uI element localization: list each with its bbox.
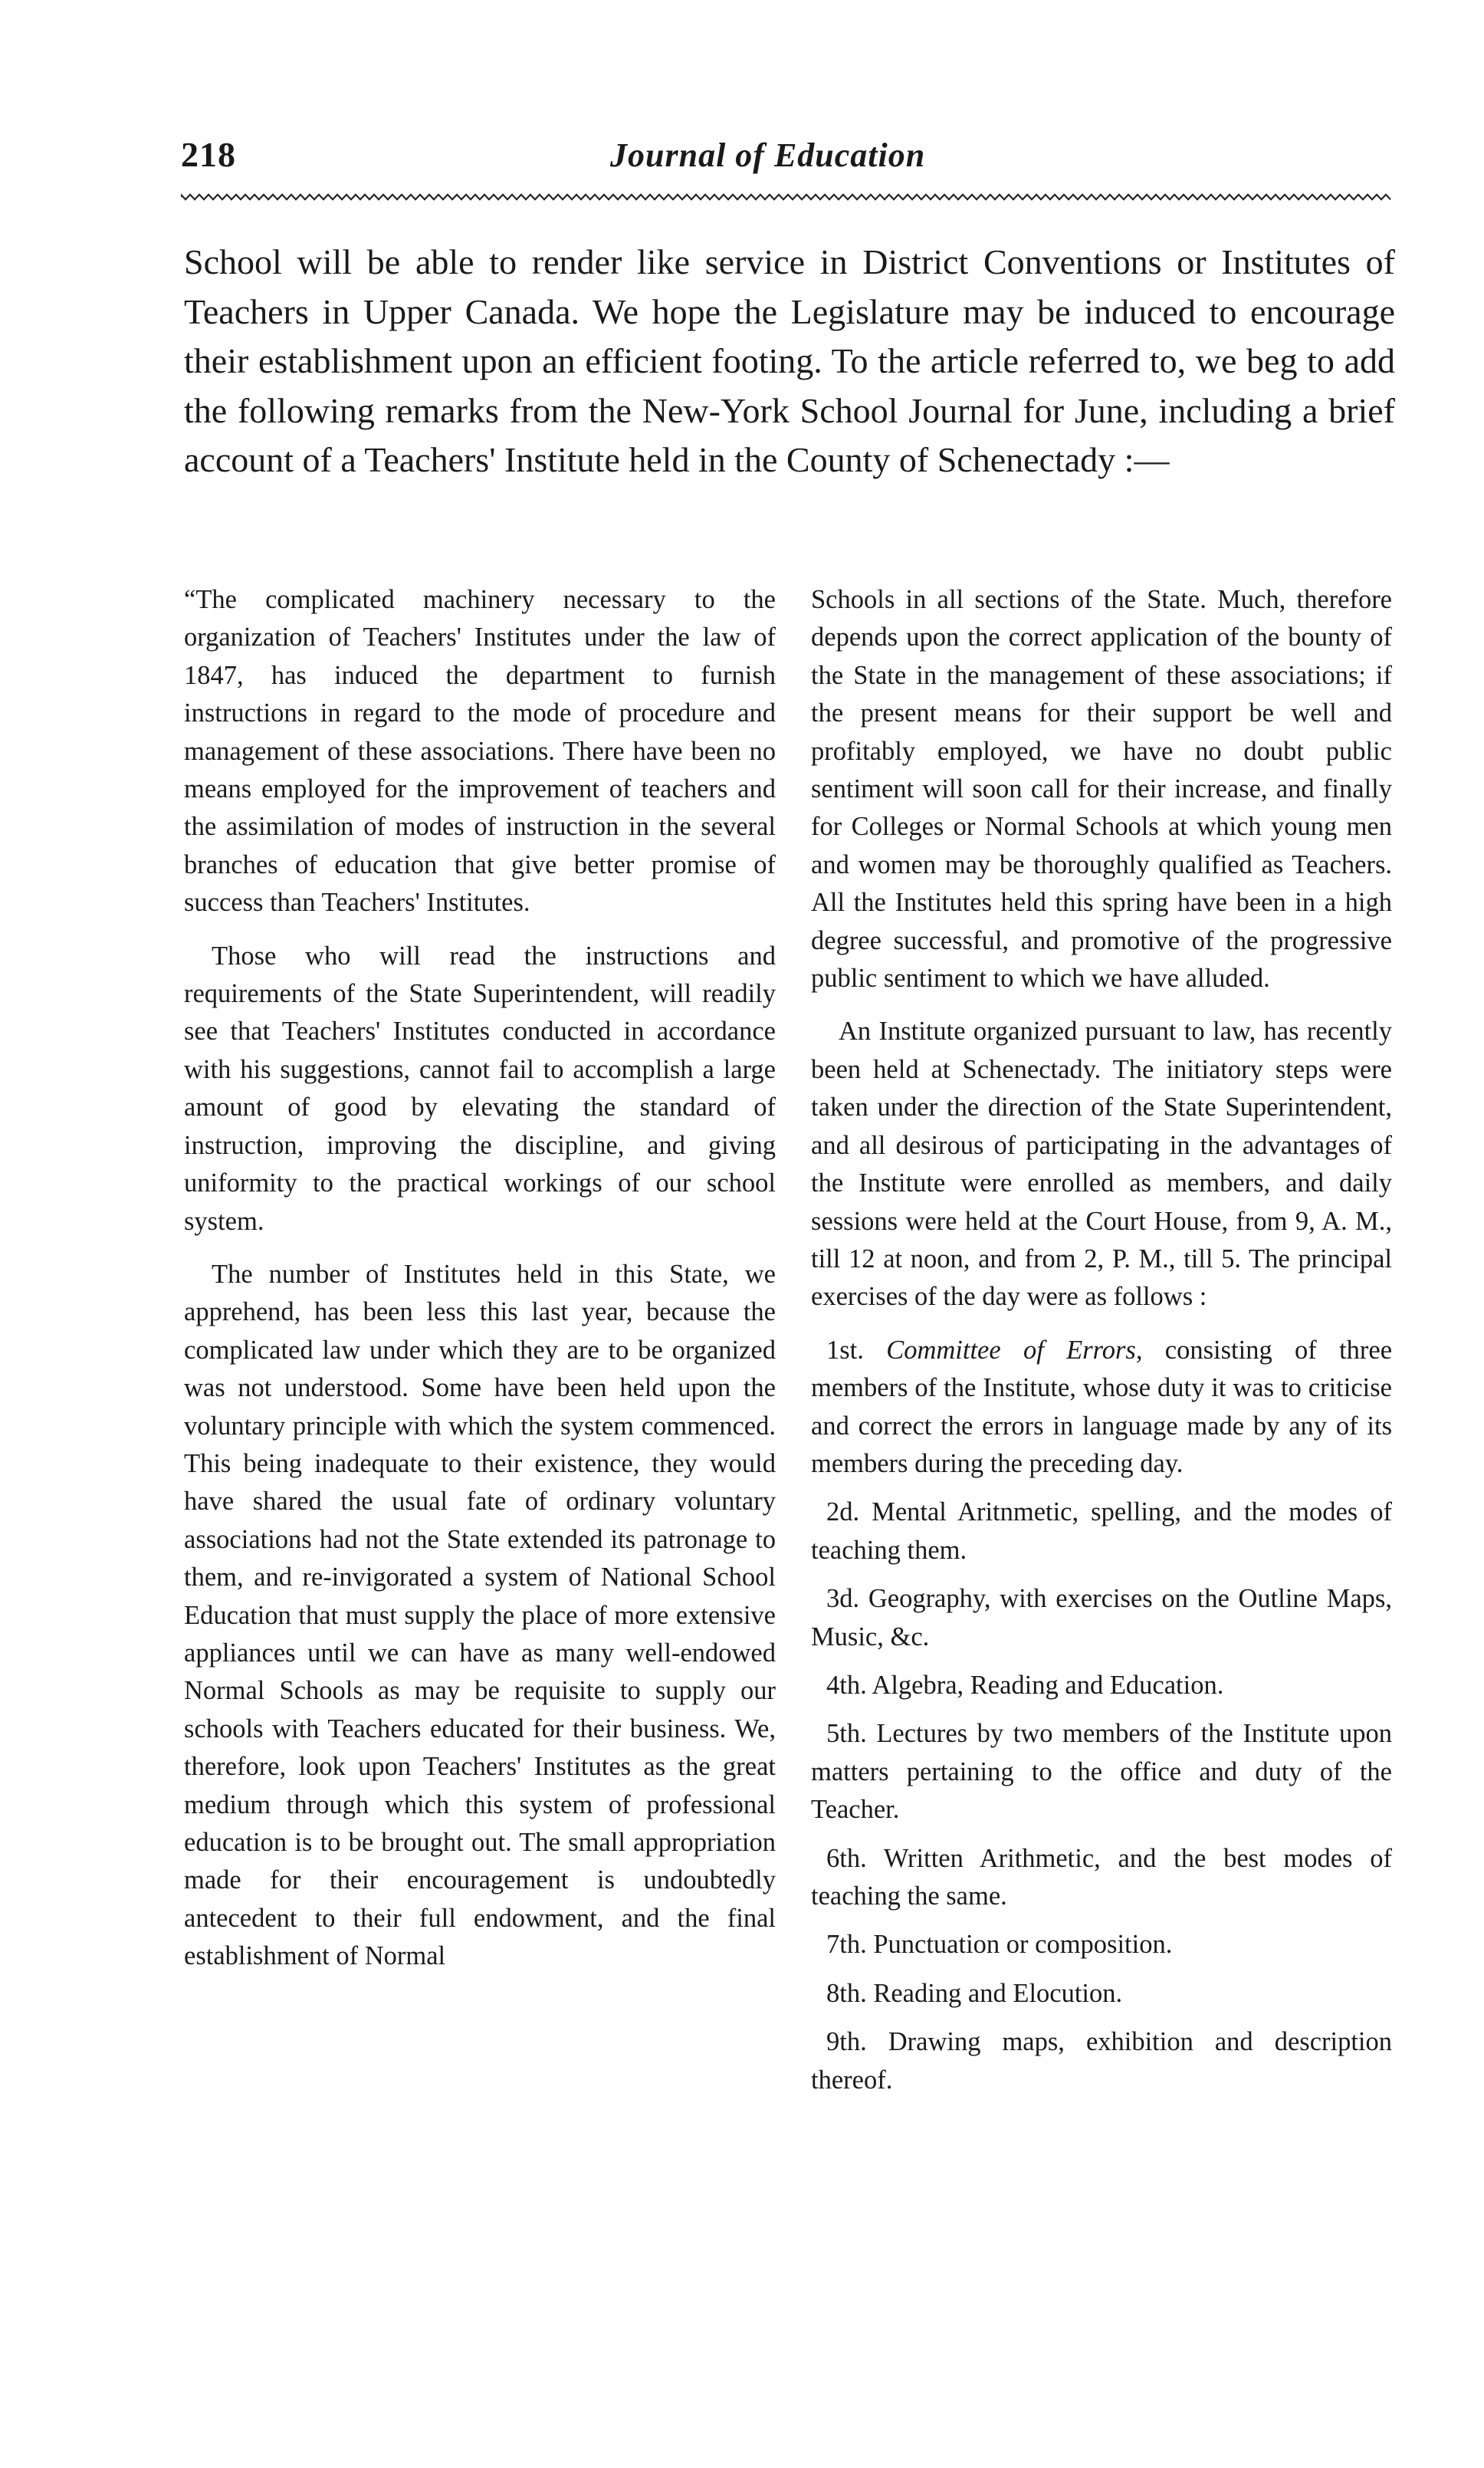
exercise-item-emphasis: Committee of Errors, bbox=[886, 1335, 1143, 1365]
decorative-wavy-rule bbox=[181, 192, 1392, 202]
exercise-item-text: 8th. Reading and Elocution. bbox=[826, 1978, 1123, 2008]
exercise-item bbox=[811, 1580, 1392, 1656]
right-paragraph-2: An Institute organized pursuant to law, has recently been held at Schenectady. The initiatory steps were taken under the direction of the State Superintendent, and all desirous of participating in the advantages of the Institute were enrolled as members, and daily sessions were held at the Court House, from 9, A. M., till 12 at noon, and from 2, P. M., till 5. The principal exercises of the day were as follows : bbox=[811, 1017, 1392, 1312]
exercise-item-text: 3d. Geography, with exercises on the Outline Maps, Music, &c. bbox=[811, 1584, 1392, 1651]
running-title: Journal of Education bbox=[610, 136, 926, 174]
page-number: 218 bbox=[181, 135, 236, 174]
exercise-item-text: 2d. Mental Aritnmetic, spelling, and the modes of teaching them. bbox=[811, 1497, 1392, 1565]
exercise-item-text: 7th. Punctuation or composition. bbox=[826, 1930, 1173, 1960]
intro-paragraph bbox=[184, 238, 1395, 485]
exercise-item-text: consisting of three members of the Institute, whose duty it was to criticise and correct the errors in language made by any of its members during the preceding day. bbox=[811, 1335, 1393, 1478]
exercise-item-text: 6th. Written Arithmetic, and the best modes of teaching the same. bbox=[811, 1843, 1392, 1911]
exercise-item bbox=[811, 2023, 1392, 2099]
exercise-list bbox=[811, 1332, 1392, 2099]
exercise-item bbox=[811, 1494, 1392, 1569]
page-header bbox=[181, 134, 1392, 188]
exercise-item-number: 1st. bbox=[826, 1335, 887, 1365]
right-paragraph-1: Schools in all sections of the State. Much, therefore depends upon the correct application of the bounty of the State in the management of these associations; if the present means for their support be well and profitably employed, we have no doubt public sentiment will soon call for their increase, and finally for Colleges or Normal Schools at which young men and women may be thoroughly qualified as Teachers. All the Institutes held this spring have been in a high degree successful, and promotive of the progressive public sentiment to which we have alluded. bbox=[811, 585, 1392, 994]
exercise-item bbox=[811, 1975, 1392, 2013]
right-column bbox=[811, 581, 1392, 2110]
exercise-item bbox=[811, 1715, 1392, 1829]
left-paragraph-2: Those who will read the instructions and requirements of the State Superintendent, will readily see that Teachers' Institutes conducted in accordance with his suggestions, cannot fail to accomplish a large amount of good by elevating the standard of instruction, improving the discipline, and giving uniformity to the practical workings of our school system. bbox=[184, 941, 776, 1236]
intro-text: School will be able to render like service in District Conventions or Institutes of Teachers in Upper Canada. We hope the Legislature may be induced to encourage their establishment upon an efficient footing. To the article referred to, we beg to add the following remarks from the New-York School Journal for June, including a brief account of a Teachers' Institute held in the County of Schenectady :— bbox=[184, 242, 1395, 479]
exercise-item-text: 4th. Algebra, Reading and Education. bbox=[826, 1670, 1224, 1700]
exercise-item-text: 5th. Lectures by two members of the Institute upon matters pertaining to the office and duty of the Teacher. bbox=[811, 1719, 1392, 1825]
exercise-item bbox=[811, 1840, 1392, 1916]
exercise-item bbox=[811, 1667, 1392, 1704]
left-column bbox=[184, 581, 776, 1976]
exercise-item-text: 9th. Drawing maps, exhibition and description thereof. bbox=[811, 2027, 1392, 2095]
left-paragraph-3: The number of Institutes held in this State, we apprehend, has been less this last year, because the complicated law under which they are to be organized was not understood. Some have been held upon the voluntary principle with which the system commenced. This being inadequate to their existence, they would have shared the usual fate of ordinary voluntary associations had not the State extended its patronage to them, and re-invigorated a system of National School Education that must supply the place of more extensive appliances until we can have as many well-endowed Normal Schools as may be requisite to supply our schools with Teachers educated for their business. We, therefore, look upon Teachers' Institutes as the great medium through which this system of professional education is to be brought out. The small appropriation made for their encouragement is undoubtedly antecedent to their full endowment, and the final establishment of Normal bbox=[184, 1259, 776, 1971]
left-paragraph-1: “The complicated machinery necessary to the organization of Teachers' Institutes under the law of 1847, has induced the department to furnish instructions in regard to the mode of procedure and management of these associations. There have been no means employed for the improvement of teachers and the assimilation of modes of instruction in the several branches of education that give better promise of success than Teachers' Institutes. bbox=[184, 585, 776, 918]
exercise-item bbox=[811, 1926, 1392, 1964]
exercise-item bbox=[811, 1332, 1392, 1484]
